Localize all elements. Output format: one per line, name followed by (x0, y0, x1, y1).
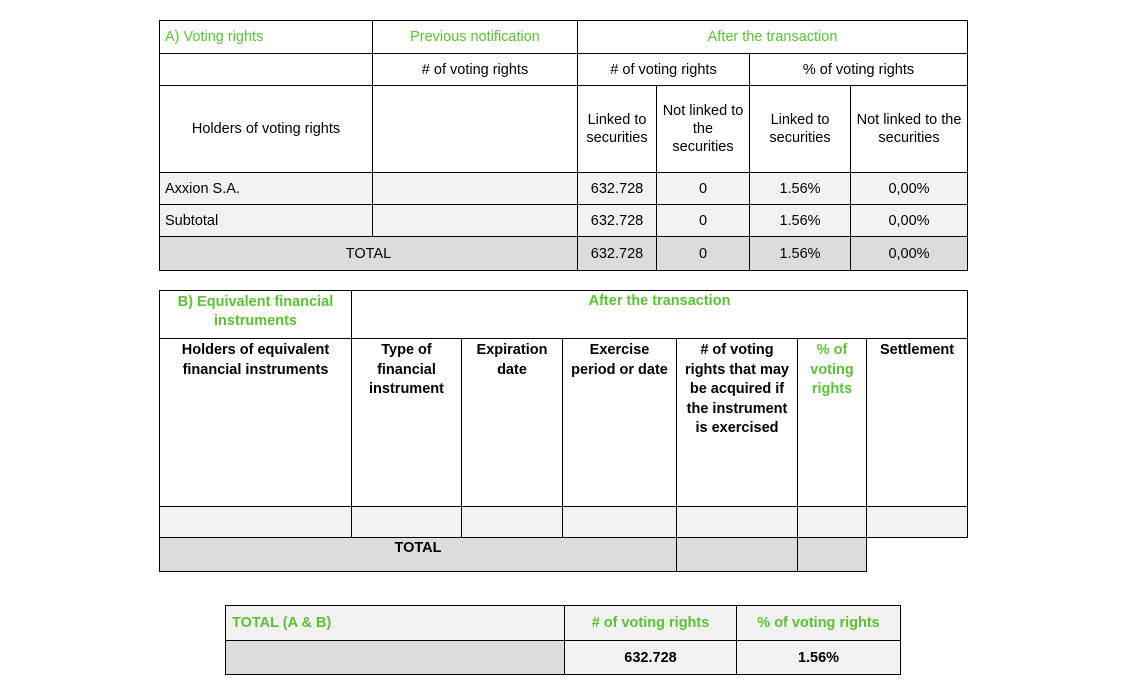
empty-corner-cell (160, 54, 373, 86)
linked-to-securities-count-header: Linked to securities (578, 86, 657, 173)
table-row (160, 339, 968, 507)
total-a-linked-count: 632.728 (578, 237, 657, 271)
holder-linked-pct-cell: 1.56% (750, 173, 851, 205)
total-b-settlement (867, 538, 968, 572)
after-transaction-header-b: After the transaction (352, 291, 968, 339)
acquirable-voting-rights-header: # of voting rights that may be acquired if the instrument is exercised (677, 339, 798, 507)
holder-name-cell: Axxion S.A. (160, 173, 373, 205)
subtotal-linked-pct-cell: 1.56% (750, 205, 851, 237)
table-row (160, 205, 968, 237)
pct-voting-rights-header-b: % of voting rights (798, 339, 867, 507)
expiration-date-header: Expiration date (462, 339, 563, 507)
total-ab-pct-value: 1.56% (737, 641, 901, 675)
type-of-instrument-header: Type of financial instrument (352, 339, 462, 507)
not-linked-count-header: Not linked to the securities (657, 86, 750, 173)
subtotal-linked-count-cell: 632.728 (578, 205, 657, 237)
prev-voting-rights-header: # of voting rights (373, 54, 578, 86)
section-b-title: B) Equivalent financial instruments (160, 291, 352, 339)
settlement-header: Settlement (867, 339, 968, 507)
empty-acquirable-cell (677, 507, 798, 538)
table-row (160, 86, 968, 173)
total-ab-pct-header: % of voting rights (737, 606, 901, 641)
empty-exercise-cell (563, 507, 677, 538)
empty-previous-cell (373, 86, 578, 173)
empty-settlement-cell (867, 507, 968, 538)
previous-notification-header: Previous notification (373, 21, 578, 54)
holders-equivalent-instruments-header: Holders of equivalent financial instruments (160, 339, 352, 507)
voting-rights-table (159, 20, 968, 271)
total-b-acquirable (677, 538, 798, 572)
table-row (160, 507, 968, 538)
holder-previous-cell (373, 173, 578, 205)
holders-of-voting-rights-label: Holders of voting rights (160, 86, 373, 173)
after-transaction-header: After the transaction (578, 21, 968, 54)
linked-to-securities-pct-header: Linked to securities (750, 86, 851, 173)
empty-pct-cell (798, 507, 867, 538)
section-a-title: A) Voting rights (160, 21, 373, 54)
after-voting-rights-header: # of voting rights (578, 54, 750, 86)
total-b-pct (798, 538, 867, 572)
total-a-and-b-table (225, 605, 901, 675)
table-row (160, 21, 968, 54)
total-ab-title: TOTAL (A & B) (226, 606, 565, 641)
holder-not-linked-count-cell: 0 (657, 173, 750, 205)
empty-expiration-cell (462, 507, 563, 538)
total-b-label: TOTAL (160, 538, 677, 572)
total-a-linked-pct: 1.56% (750, 237, 851, 271)
subtotal-not-linked-count-cell: 0 (657, 205, 750, 237)
total-ab-voting-rights-value: 632.728 (565, 641, 737, 675)
table-row (160, 54, 968, 86)
empty-type-cell (352, 507, 462, 538)
after-pct-voting-rights-header: % of voting rights (750, 54, 968, 86)
subtotal-label-cell: Subtotal (160, 205, 373, 237)
table-row (160, 538, 968, 572)
subtotal-not-linked-pct-cell: 0,00% (851, 205, 968, 237)
table-row (160, 237, 968, 271)
exercise-period-header: Exercise period or date (563, 339, 677, 507)
subtotal-previous-cell (373, 205, 578, 237)
total-a-not-linked-count: 0 (657, 237, 750, 271)
table-row (226, 606, 901, 641)
holder-not-linked-pct-cell: 0,00% (851, 173, 968, 205)
total-ab-blank-cell (226, 641, 565, 675)
equivalent-financial-instruments-table (159, 290, 968, 572)
holder-linked-count-cell: 632.728 (578, 173, 657, 205)
table-row (226, 641, 901, 675)
empty-holders-cell (160, 507, 352, 538)
not-linked-pct-header: Not linked to the securities (851, 86, 968, 173)
total-a-label: TOTAL (160, 237, 578, 271)
total-ab-voting-rights-header: # of voting rights (565, 606, 737, 641)
table-row (160, 173, 968, 205)
table-row (160, 291, 968, 339)
total-a-not-linked-pct: 0,00% (851, 237, 968, 271)
